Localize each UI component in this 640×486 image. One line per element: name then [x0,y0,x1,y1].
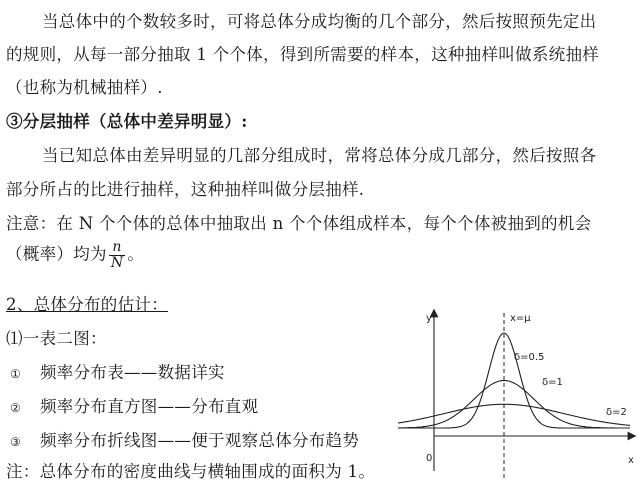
origin-label: 0 [426,453,433,464]
note1-line1: 注意：在 N 个个体的总体中抽取出 n 个个体组成样本，每个个体被抽到的机会 [6,214,592,233]
section-stratified-title: ③分层抽样（总体中差异明显）: [6,112,248,131]
para2-line2: 部分所占的比进行抽样，这种抽样叫做分层抽样. [6,180,365,199]
fraction-numerator: n [109,240,126,256]
y-axis-label: y [426,313,432,324]
curve-label: δ=2 [606,407,627,418]
mean-label: x=μ [510,313,531,324]
para1-line1: 当总体中的个数较多时，可将总体分成均衡的几个部分，然后按照预先定出 [42,12,597,31]
list-item [10,427,359,451]
subheading-one-table-two-figures: ⑴一表二图： [6,329,107,348]
list-item [10,359,225,383]
item-marker: ③ [10,435,22,449]
para1-line2: 的规则，从每一部分抽取 1 个个体，得到所需要的样本，这种抽样叫做系统抽样 [6,45,600,64]
density-curve [398,404,630,425]
section-distribution-title: 2、总体分布的估计： [6,295,168,314]
x-axis-label: x [628,455,634,466]
curve-label: δ=1 [542,377,563,388]
density-curve [398,333,630,428]
note2: 注：总体分布的密度曲线与横轴围成的面积为 1。 [6,462,376,481]
item-marker: ② [10,401,22,415]
item-text: 频率分布直方图——分布直观 [40,397,259,416]
note1-line2 [6,240,144,270]
curve-label: δ=0.5 [514,352,545,363]
list-item [10,393,258,417]
note1-suffix: 。 [127,244,145,264]
note1-prefix: （概率）均为 [6,244,107,264]
item-text: 频率分布表——数据详实 [40,363,225,382]
item-text: 频率分布折线图——便于观察总体分布趋势 [40,431,360,450]
item-marker: ① [10,367,22,381]
para2-line1: 当已知总体由差异明显的几部分组成时，常将总体分成几部分，然后按照各 [42,146,597,165]
normal-distribution-figure [392,305,636,481]
para1-line3: （也称为机械抽样）. [6,78,163,97]
fraction-denominator: N [110,254,124,271]
probability-fraction [109,240,126,270]
